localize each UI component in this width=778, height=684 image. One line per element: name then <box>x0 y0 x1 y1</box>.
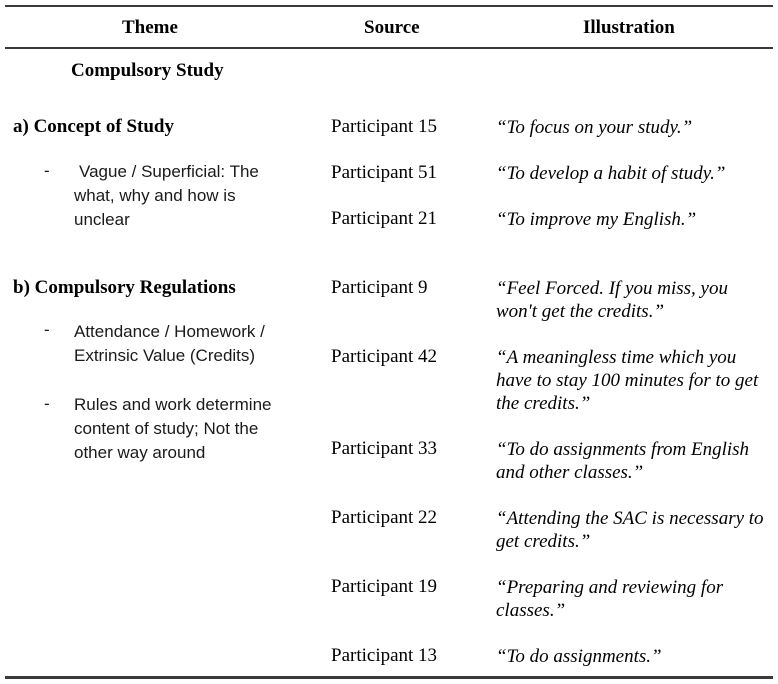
table-bottom-rule <box>5 676 773 679</box>
bullet-dash: - <box>44 320 50 339</box>
row-source: Participant 9 <box>331 277 428 298</box>
header-illustration: Illustration <box>583 17 675 38</box>
row-illustration: “Feel Forced. If you miss, you won't get the credits.” <box>496 278 728 322</box>
row-illustration: “To improve my English.” <box>496 209 697 230</box>
bullet-text: Attendance / Homework / Extrinsic Value (Credits) <box>74 322 265 365</box>
row-source: Participant 42 <box>331 346 438 367</box>
row-illustration: “To do assignments.” <box>496 646 662 667</box>
section-title: Compulsory Study <box>71 60 224 81</box>
row-source: Participant 21 <box>331 208 438 229</box>
bullet-text: Vague / Superficial: The what, why and how is unclear <box>74 162 259 229</box>
row-source: Participant 22 <box>331 507 438 528</box>
table-top-rule <box>5 5 773 7</box>
row-source: Participant 51 <box>331 162 438 183</box>
row-illustration: “To develop a habit of study.” <box>496 163 726 184</box>
subsection-heading-a: a) Concept of Study <box>13 116 174 137</box>
bullet-dash: - <box>44 394 50 413</box>
row-illustration: “To focus on your study.” <box>496 117 693 138</box>
row-source: Participant 19 <box>331 576 438 597</box>
table-header-rule <box>5 47 773 49</box>
subsection-heading-b: b) Compulsory Regulations <box>13 277 236 298</box>
row-source: Participant 33 <box>331 438 438 459</box>
row-source: Participant 15 <box>331 116 438 137</box>
row-illustration: “To do assignments from English and other classes.” <box>496 439 750 483</box>
bullet-text: Rules and work determine content of study; Not the other way around <box>74 395 272 462</box>
bullet-dash: - <box>44 161 50 180</box>
header-theme: Theme <box>122 17 178 38</box>
row-illustration: “Attending the SAC is necessary to get credits.” <box>496 508 764 552</box>
row-illustration: “A meaningless time which you have to stay 100 minutes for to get the credits.” <box>496 347 759 414</box>
row-source: Participant 13 <box>331 645 438 666</box>
header-source: Source <box>364 17 420 38</box>
row-illustration: “Preparing and reviewing for classes.” <box>496 577 724 621</box>
